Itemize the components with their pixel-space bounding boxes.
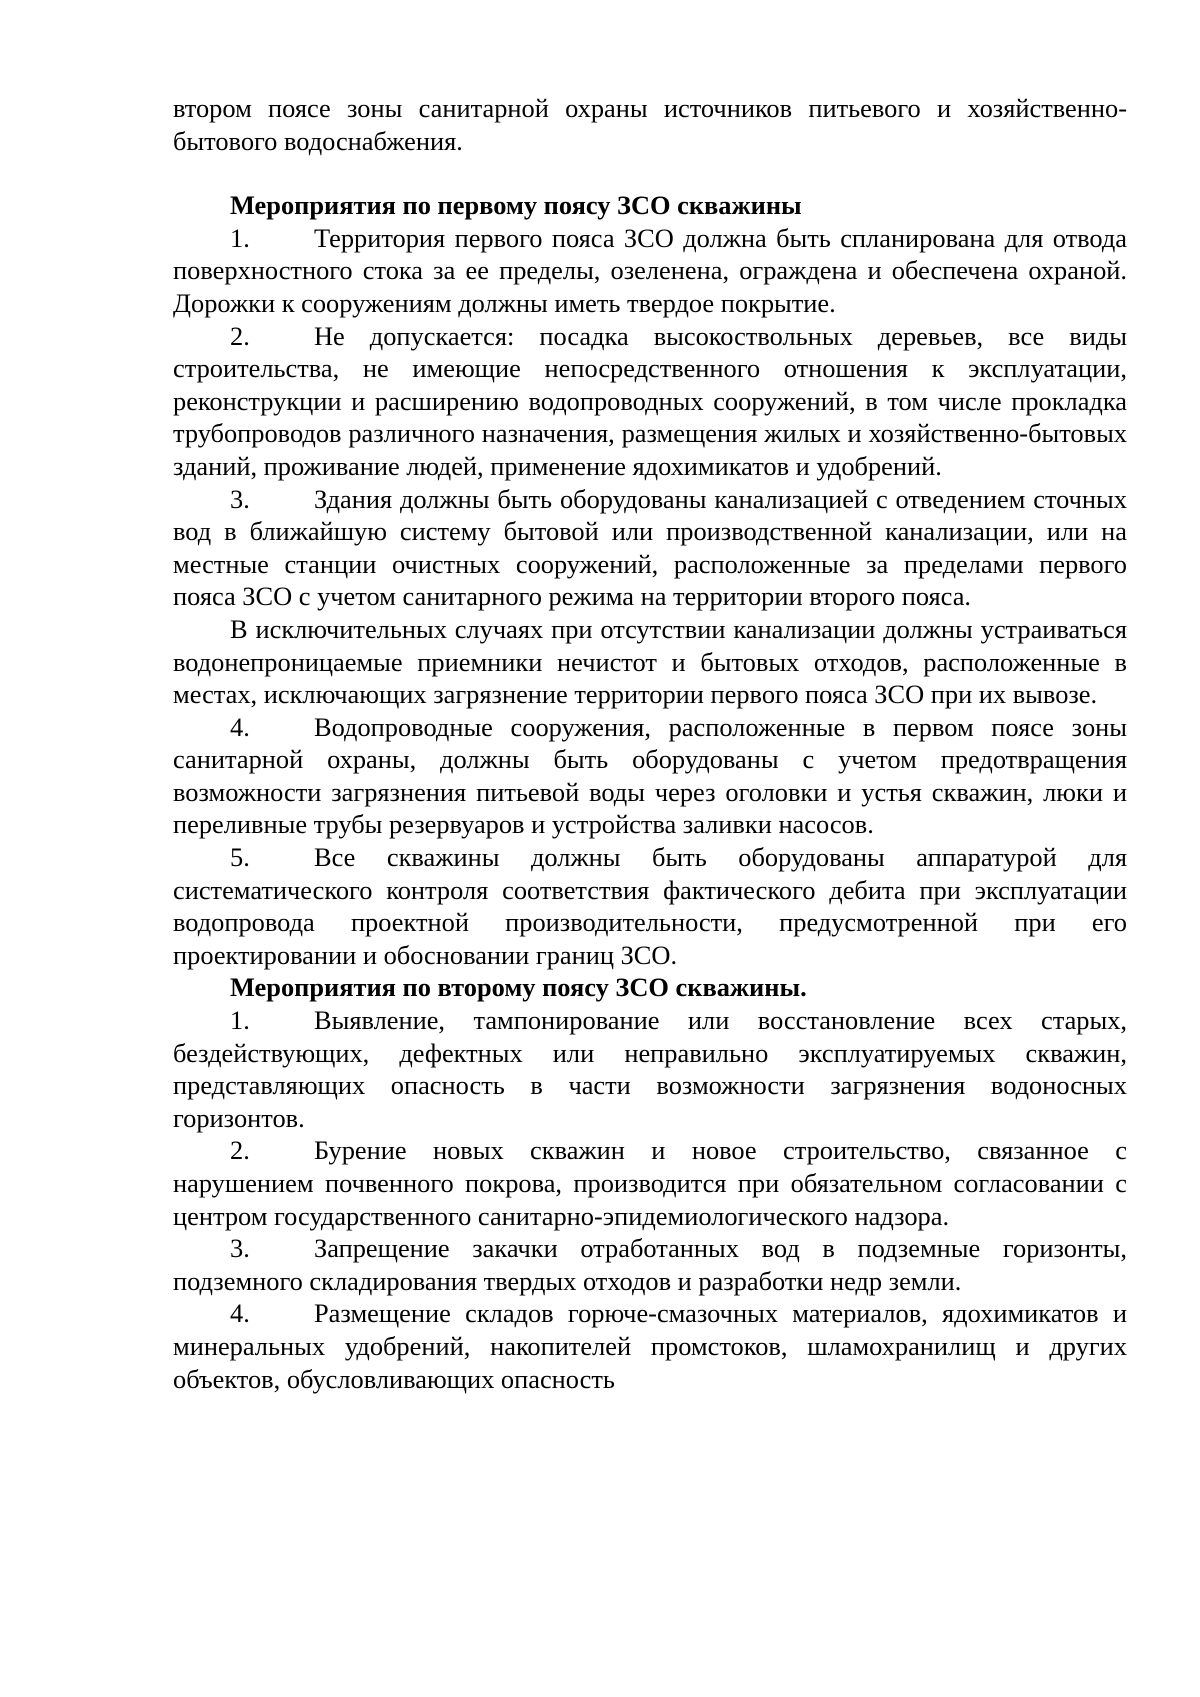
document-page <box>173 92 1127 1395</box>
item-text: Водопроводные сооружения, расположенные в первом поясе зоны санитарной охраны, должны быть оборудованы с учетом предотвращения возможности загрязнения питьевой воды через оголовки и устья скважин, люки и переливные трубы резервуаров и устройства заливки насосов. <box>173 711 1127 840</box>
item-text: Бурение новых скважин и новое строительство, связанное с нарушением почвенного покрова, производится при обязательном согласовании с центром государственного санитарно-эпидемиологического надзора. <box>173 1135 1127 1231</box>
section2-item-3 <box>173 1232 1127 1297</box>
item-number: 2. <box>230 1135 250 1166</box>
section1-item-2 <box>173 320 1127 483</box>
section1-item-4 <box>173 711 1127 841</box>
item-text: Территория первого пояса ЗСО должна быть спланирована для отвода поверхностного стока за ее пределы, озеленена, ограждена и обеспечена охраной. Дорожки к сооружениям должны иметь твердое покрытие. <box>173 222 1127 318</box>
blank-line <box>173 157 1127 189</box>
section2-item-1 <box>173 1004 1127 1134</box>
section2-item-2 <box>173 1134 1127 1232</box>
item-number: 5. <box>230 842 250 873</box>
item-text: Здания должны быть оборудованы канализацией с отведением сточных вод в ближайшую систему бытовой или производственной канализации, или на местные станции очистных сооружений, расположенные за пределами первого пояса ЗСО с учетом санитарного режима на территории второго пояса. <box>173 483 1127 612</box>
section2-heading: Мероприятия по второму поясу ЗСО скважины. <box>230 972 807 1003</box>
item-text: Все скважины должны быть оборудованы аппаратурой для систематического контроля соответствия фактического дебита при эксплуатации водопровода проектной производительности, предусмотренной при его проектировании и обосновании границ ЗСО. <box>173 842 1127 970</box>
item-number: 3. <box>230 1233 250 1264</box>
item-number: 1. <box>230 1005 250 1036</box>
item-text: Запрещение закачки отработанных вод в подземные горизонты, подземного складирования твердых отходов и разработки недр земли. <box>173 1233 1127 1296</box>
item-number: 4. <box>230 711 250 742</box>
section1-item-1 <box>173 222 1127 320</box>
item-text: Выявление, тампонирование или восстановление всех старых, бездействующих, дефектных или неправильно эксплуатируемых скважин, представляющих опасность в части возможности загрязнения водоносных горизонтов. <box>173 1005 1127 1133</box>
item-number: 3. <box>230 483 250 514</box>
section1-item-5 <box>173 841 1127 971</box>
item-text: Размещение складов горюче-смазочных материалов, ядохимикатов и минеральных удобрений, накопителей промстоков, шламохранилищ и других объектов, обусловливающих опасность <box>173 1298 1127 1394</box>
section1-note: В исключительных случаях при отсутствии канализации должны устраиваться водонепроницаемые приемники нечистот и бытовых отходов, расположенные в местах, исключающих загрязнение территории первого пояса ЗСО при их вывозе. <box>173 613 1127 710</box>
item-number: 2. <box>230 320 250 351</box>
section1-item-3 <box>173 483 1127 613</box>
intro-paragraph: втором поясе зоны санитарной охраны источников питьевого и хозяйственно-бытового водоснабжения. <box>173 93 1127 156</box>
item-number: 4. <box>230 1298 250 1329</box>
section2-item-4 <box>173 1297 1127 1395</box>
item-number: 1. <box>230 222 250 253</box>
section1-heading: Мероприятия по первому поясу ЗСО скважины <box>230 190 802 221</box>
item-text: Не допускается: посадка высокоствольных деревьев, все виды строительства, не имеющие непосредственного отношения к эксплуатации, реконструкции и расширению водопроводных сооружений, в том числе прокладка трубопроводов различного назначения, размещения жилых и хозяйственно-бытовых зданий, проживание людей, применение ядохимикатов и удобрений. <box>173 320 1127 481</box>
